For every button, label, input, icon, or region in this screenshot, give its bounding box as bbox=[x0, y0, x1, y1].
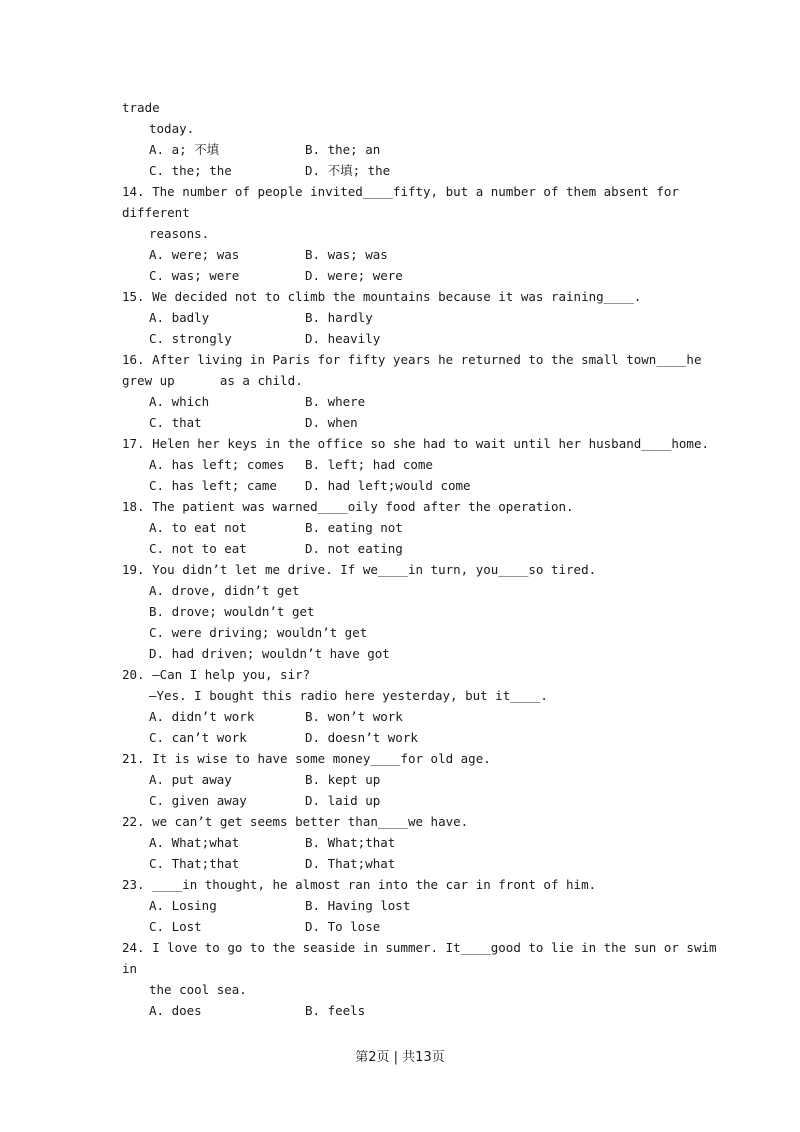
option-b-text: D. had left;would come bbox=[305, 478, 471, 493]
option-row bbox=[149, 328, 381, 349]
option-a-text: C. has left; came bbox=[149, 478, 277, 493]
option-b-text: B. kept up bbox=[305, 772, 381, 787]
text-line: 23. ____in thought, he almost ran into the car in front of him. bbox=[122, 877, 597, 892]
text-line: C. were driving; wouldn’t get bbox=[149, 625, 368, 640]
option-row bbox=[149, 412, 358, 433]
text-line: 18. The patient was warned____oily food after the operation. bbox=[122, 499, 574, 514]
option-row bbox=[149, 538, 403, 559]
option-a-text: C. given away bbox=[149, 793, 247, 808]
option-b-text: D. doesn’t work bbox=[305, 730, 418, 745]
text-line: different bbox=[122, 205, 190, 220]
option-row bbox=[149, 391, 366, 412]
text-line: 15. We decided not to climb the mountains because it was raining____. bbox=[122, 289, 642, 304]
text-line: 20. —Can I help you, sir? bbox=[122, 667, 311, 682]
option-row bbox=[149, 769, 381, 790]
option-b-text: B. hardly bbox=[305, 310, 373, 325]
option-row bbox=[149, 853, 396, 874]
option-a-text: A. What;what bbox=[149, 835, 240, 850]
option-b-text: B. feels bbox=[305, 1003, 366, 1018]
text-line: 22. we can’t get seems better than____we have. bbox=[122, 814, 469, 829]
option-b-text: D. heavily bbox=[305, 331, 381, 346]
option-b-text: D. were; were bbox=[305, 268, 403, 283]
text-line: D. had driven; wouldn’t have got bbox=[149, 646, 390, 661]
option-row bbox=[149, 244, 388, 265]
text-line: today. bbox=[149, 121, 195, 136]
option-b-text: B. eating not bbox=[305, 520, 403, 535]
text-line: in bbox=[122, 961, 138, 976]
option-row bbox=[149, 1000, 366, 1021]
option-a-text: A. Losing bbox=[149, 898, 217, 913]
option-row bbox=[149, 706, 403, 727]
option-b-text: B. left; had come bbox=[305, 457, 433, 472]
option-a-text: A. didn’t work bbox=[149, 709, 255, 724]
option-b-text: B. won’t work bbox=[305, 709, 403, 724]
text-line: —Yes. I bought this radio here yesterday, but it____. bbox=[149, 688, 548, 703]
option-row bbox=[149, 727, 418, 748]
text-line: trade bbox=[122, 100, 160, 115]
option-a-text: A. has left; comes bbox=[149, 457, 285, 472]
option-row bbox=[149, 160, 391, 181]
option-row bbox=[149, 790, 381, 811]
option-row bbox=[149, 307, 373, 328]
option-a-text: A. were; was bbox=[149, 247, 240, 262]
option-b-text: D. That;what bbox=[305, 856, 396, 871]
option-row bbox=[149, 916, 381, 937]
option-a-text: A. does bbox=[149, 1003, 202, 1018]
text-line: 16. After living in Paris for fifty years he returned to the small town____he bbox=[122, 352, 702, 367]
option-b-text: D. when bbox=[305, 415, 358, 430]
text-line: A. drove, didn’t get bbox=[149, 583, 300, 598]
option-row bbox=[149, 265, 403, 286]
text-line: 19. You didn’t let me drive. If we____in turn, you____so tired. bbox=[122, 562, 597, 577]
text-line: reasons. bbox=[149, 226, 210, 241]
text-line: 24. I love to go to the seaside in summer. It____good to lie in the sun or swim bbox=[122, 940, 717, 955]
option-b-text: D. not eating bbox=[305, 541, 403, 556]
option-row bbox=[149, 139, 381, 160]
option-row bbox=[149, 832, 396, 853]
text-line: B. drove; wouldn’t get bbox=[149, 604, 315, 619]
option-a-text: C. that bbox=[149, 415, 202, 430]
option-a-text: A. a; 不填 bbox=[149, 142, 220, 157]
option-a-text: C. That;that bbox=[149, 856, 240, 871]
option-row bbox=[149, 475, 471, 496]
option-a-text: A. which bbox=[149, 394, 210, 409]
option-a-text: C. was; were bbox=[149, 268, 240, 283]
option-a-text: C. the; the bbox=[149, 163, 232, 178]
option-b-text: D. laid up bbox=[305, 793, 381, 808]
option-a-text: C. Lost bbox=[149, 919, 202, 934]
option-b-text: B. Having lost bbox=[305, 898, 411, 913]
text-line: 17. Helen her keys in the office so she had to wait until her husband____home. bbox=[122, 436, 709, 451]
option-row bbox=[149, 517, 403, 538]
option-b-text: B. What;that bbox=[305, 835, 396, 850]
option-a-text: A. put away bbox=[149, 772, 232, 787]
option-b-text: B. was; was bbox=[305, 247, 388, 262]
text-line: the cool sea. bbox=[149, 982, 247, 997]
text-line: grew up as a child. bbox=[122, 373, 303, 388]
option-b-text: B. where bbox=[305, 394, 366, 409]
option-a-text: A. to eat not bbox=[149, 520, 247, 535]
option-b-text: D. To lose bbox=[305, 919, 381, 934]
page-footer: 第2页 | 共13页 bbox=[355, 1050, 445, 1065]
option-a-text: C. not to eat bbox=[149, 541, 247, 556]
option-b-text: B. the; an bbox=[305, 142, 381, 157]
option-a-text: A. badly bbox=[149, 310, 210, 325]
text-line: 14. The number of people invited____fifty, but a number of them absent for bbox=[122, 184, 679, 199]
option-a-text: C. can’t work bbox=[149, 730, 247, 745]
option-row bbox=[149, 895, 411, 916]
text-line: 21. It is wise to have some money____for old age. bbox=[122, 751, 491, 766]
option-a-text: C. strongly bbox=[149, 331, 232, 346]
option-b-text: D. 不填; the bbox=[305, 163, 391, 178]
option-row bbox=[149, 454, 433, 475]
